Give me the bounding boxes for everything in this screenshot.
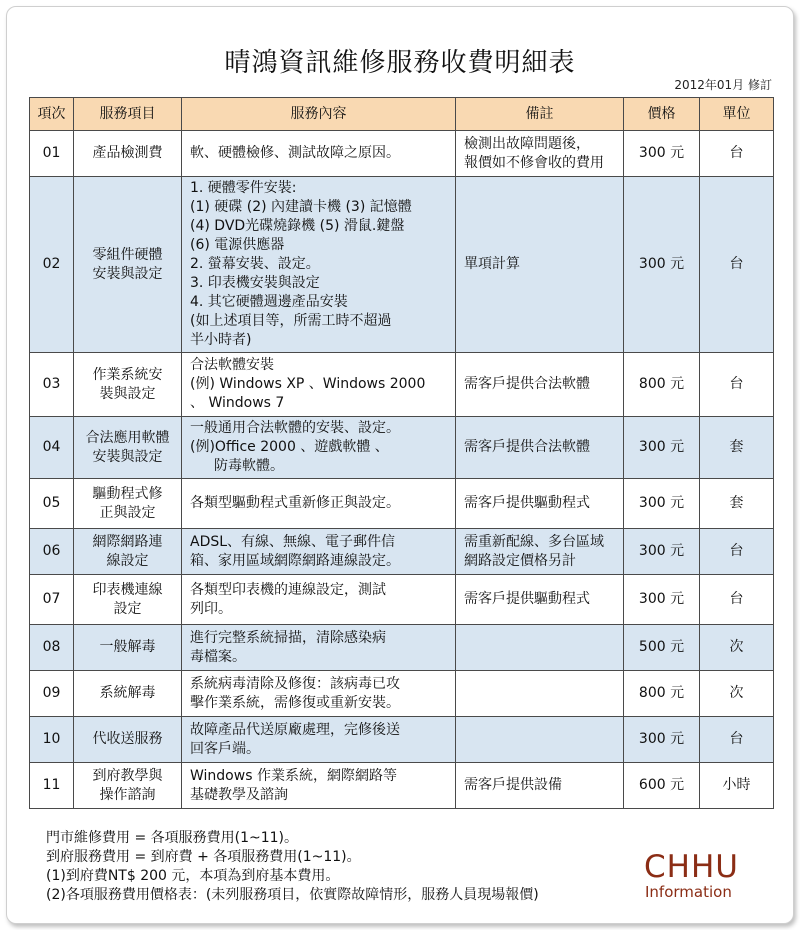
cell-note bbox=[456, 177, 624, 353]
cell-content-line: 基礎教學及諮詢 bbox=[190, 786, 288, 803]
cell-item-no: 05 bbox=[30, 479, 74, 529]
cell-note bbox=[456, 717, 624, 763]
cell-note-line: 檢測出故障問題後， bbox=[464, 135, 590, 152]
cell-note-line: 需客戶提供設備 bbox=[464, 777, 562, 793]
cell-unit: 台 bbox=[700, 717, 774, 763]
cell-service-line: 線設定 bbox=[106, 552, 149, 569]
cell-unit: 台 bbox=[700, 529, 774, 575]
cell-content-line: 擊作業系統，需修復或重新安裝。 bbox=[190, 694, 400, 711]
cell-price: 300 元 bbox=[624, 529, 700, 575]
cell-price: 300 元 bbox=[624, 177, 700, 353]
cell-note bbox=[456, 529, 624, 575]
cell-service-line: 作業系統安 bbox=[92, 366, 163, 383]
cell-unit: 台 bbox=[700, 131, 774, 177]
header-unit: 單位 bbox=[700, 98, 774, 131]
cell-content bbox=[182, 717, 456, 763]
cell-service-line: 產品檢測費 bbox=[92, 145, 163, 161]
table-row bbox=[30, 529, 774, 575]
cell-content-line: 各類型印表機的連線設定，測試 bbox=[190, 581, 386, 598]
cell-note bbox=[456, 575, 624, 625]
cell-content-line: (1) 硬碟 (2) 內建讀卡機 (3) 記憶體 bbox=[190, 199, 412, 215]
cell-content-line: (例) Windows XP 、Windows 2000 bbox=[190, 376, 426, 392]
cell-note bbox=[456, 353, 624, 417]
table-row bbox=[30, 717, 774, 763]
page-title: 晴鴻資訊維修服務收費明細表 bbox=[224, 48, 576, 78]
table-row bbox=[30, 417, 774, 479]
cell-item-no: 01 bbox=[30, 131, 74, 177]
cell-note bbox=[456, 479, 624, 529]
cell-unit: 台 bbox=[700, 353, 774, 417]
cell-content-line: (6) 電源供應器 bbox=[190, 237, 285, 253]
cell-content-line: 進行完整系統掃描，清除感染病 bbox=[190, 629, 386, 646]
cell-content bbox=[182, 529, 456, 575]
cell-service bbox=[74, 529, 182, 575]
table-row bbox=[30, 353, 774, 417]
cell-note-line: 需客戶提供合法軟體 bbox=[464, 439, 590, 455]
cell-service-line: 系統解毒 bbox=[99, 685, 156, 701]
cell-content-line: 箱、家用區域網際網路連線設定。 bbox=[190, 552, 400, 569]
company-logo bbox=[644, 849, 739, 901]
cell-note-line: 單項計算 bbox=[464, 256, 520, 272]
table-row bbox=[30, 763, 774, 809]
header-note: 備註 bbox=[456, 98, 624, 131]
cell-content-line: 半小時者) bbox=[190, 332, 252, 348]
cell-content bbox=[182, 353, 456, 417]
cell-service bbox=[74, 625, 182, 671]
header-price: 價格 bbox=[624, 98, 700, 131]
logo-subtitle: Information bbox=[645, 883, 732, 901]
table-row bbox=[30, 625, 774, 671]
table-row bbox=[30, 479, 774, 529]
cell-item-no: 04 bbox=[30, 417, 74, 479]
cell-price: 500 元 bbox=[624, 625, 700, 671]
cell-service-line: 正與設定 bbox=[99, 504, 156, 521]
cell-service-line: 安裝與設定 bbox=[92, 265, 163, 282]
note-line: 到府服務費用 = 到府費 + 各項服務費用(1~11)。 bbox=[46, 849, 361, 865]
header-no: 項次 bbox=[30, 98, 74, 131]
cell-service-line: 代收送服務 bbox=[92, 731, 163, 747]
header-content: 服務內容 bbox=[182, 98, 456, 131]
cell-note-line: 需客戶提供驅動程式 bbox=[464, 495, 590, 511]
cell-content bbox=[182, 417, 456, 479]
cell-note bbox=[456, 763, 624, 809]
cell-unit: 次 bbox=[700, 625, 774, 671]
cell-item-no: 10 bbox=[30, 717, 74, 763]
cell-content-line: (如上述項目等，所需工時不超過 bbox=[190, 313, 392, 329]
cell-note-line: 報價如不修會收的費用 bbox=[464, 154, 604, 171]
cell-price: 800 元 bbox=[624, 353, 700, 417]
cell-content-line: 防毒軟體。 bbox=[214, 458, 284, 474]
cell-service-line: 一般解毒 bbox=[99, 639, 156, 655]
cell-note-line: 需客戶提供合法軟體 bbox=[464, 376, 590, 392]
footer-notes bbox=[46, 829, 539, 905]
cell-service-line: 網際網路連 bbox=[92, 533, 163, 550]
note-line: (2)各項服務費用價格表：(未列服務項目，依實際故障情形，服務人員現場報價) bbox=[46, 887, 539, 903]
cell-content bbox=[182, 575, 456, 625]
cell-price: 800 元 bbox=[624, 671, 700, 717]
cell-service-line: 設定 bbox=[113, 600, 142, 617]
cell-content-line: 2. 螢幕安裝、設定。 bbox=[190, 256, 320, 272]
cell-service-line: 操作諮詢 bbox=[99, 786, 156, 803]
cell-note-line: 需重新配線、多台區域 bbox=[464, 533, 604, 550]
cell-item-no: 06 bbox=[30, 529, 74, 575]
cell-content-line: 毒檔案。 bbox=[190, 648, 246, 665]
table-row bbox=[30, 177, 774, 353]
table-header-row bbox=[30, 98, 774, 131]
price-table bbox=[29, 97, 774, 809]
cell-item-no: 08 bbox=[30, 625, 74, 671]
cell-service bbox=[74, 717, 182, 763]
cell-content-line: 3. 印表機安裝與設定 bbox=[190, 275, 320, 291]
cell-price: 300 元 bbox=[624, 131, 700, 177]
cell-content-line: ADSL、有線、無線、電子郵件信 bbox=[190, 533, 396, 550]
cell-service bbox=[74, 131, 182, 177]
header-service: 服務項目 bbox=[74, 98, 182, 131]
cell-item-no: 11 bbox=[30, 763, 74, 809]
cell-content-line: 合法軟體安裝 bbox=[190, 357, 274, 373]
cell-service-line: 驅動程式修 bbox=[92, 485, 163, 502]
cell-item-no: 02 bbox=[30, 177, 74, 353]
cell-item-no: 09 bbox=[30, 671, 74, 717]
cell-price: 600 元 bbox=[624, 763, 700, 809]
cell-content bbox=[182, 177, 456, 353]
cell-service bbox=[74, 177, 182, 353]
table-row bbox=[30, 671, 774, 717]
table-row bbox=[30, 131, 774, 177]
cell-note-line: 網路設定價格另計 bbox=[464, 552, 576, 569]
cell-content bbox=[182, 625, 456, 671]
cell-service-line: 合法應用軟體 bbox=[85, 429, 170, 446]
cell-content-line: 1. 硬體零件安裝: bbox=[190, 180, 297, 196]
cell-content bbox=[182, 671, 456, 717]
cell-content-line: 回客戶端。 bbox=[190, 740, 260, 757]
cell-price: 300 元 bbox=[624, 575, 700, 625]
cell-price: 300 元 bbox=[624, 717, 700, 763]
cell-service-line: 到府教學與 bbox=[92, 767, 163, 784]
cell-unit: 套 bbox=[700, 417, 774, 479]
logo-wordmark: CHHU bbox=[644, 849, 739, 885]
cell-unit: 套 bbox=[700, 479, 774, 529]
table-row bbox=[30, 575, 774, 625]
cell-content-line: 故障產品代送原廠處理，完修後送 bbox=[190, 721, 400, 738]
cell-item-no: 03 bbox=[30, 353, 74, 417]
cell-service-line: 印表機連線 bbox=[92, 581, 163, 598]
cell-service-line: 零組件硬體 bbox=[92, 246, 163, 263]
revision-date: 2012年01月 修訂 bbox=[674, 78, 772, 92]
cell-content-line: 系統病毒清除及修復：該病毒已攻 bbox=[190, 675, 400, 692]
cell-note bbox=[456, 671, 624, 717]
cell-content-line: Windows 作業系統，網際網路等 bbox=[190, 767, 397, 784]
cell-unit: 次 bbox=[700, 671, 774, 717]
cell-unit: 台 bbox=[700, 575, 774, 625]
cell-content-line: 一般通用合法軟體的安裝、設定。 bbox=[190, 420, 400, 436]
cell-content-line: (例)Office 2000 、遊戲軟體 、 bbox=[190, 439, 389, 455]
cell-content-line: 各類型驅動程式重新修正與設定。 bbox=[190, 495, 400, 511]
cell-price: 300 元 bbox=[624, 479, 700, 529]
cell-content bbox=[182, 131, 456, 177]
cell-service bbox=[74, 763, 182, 809]
cell-unit: 小時 bbox=[700, 763, 774, 809]
cell-content bbox=[182, 763, 456, 809]
cell-note bbox=[456, 625, 624, 671]
cell-content-line: 軟、硬體檢修、測試故障之原因。 bbox=[190, 145, 400, 161]
cell-item-no: 07 bbox=[30, 575, 74, 625]
note-line: (1)到府費NT$ 200 元，本項為到府基本費用。 bbox=[46, 868, 340, 884]
cell-service bbox=[74, 671, 182, 717]
cell-service bbox=[74, 417, 182, 479]
cell-content-line: 4. 其它硬體週邊產品安裝 bbox=[190, 294, 348, 310]
cell-service-line: 裝與設定 bbox=[99, 385, 156, 402]
cell-note-line: 需客戶提供驅動程式 bbox=[464, 591, 590, 607]
cell-content bbox=[182, 479, 456, 529]
note-line: 門市維修費用 = 各項服務費用(1~11)。 bbox=[46, 830, 299, 846]
cell-service bbox=[74, 353, 182, 417]
cell-service bbox=[74, 575, 182, 625]
cell-service-line: 安裝與設定 bbox=[92, 448, 163, 465]
cell-unit: 台 bbox=[700, 177, 774, 353]
cell-content-line: 、 Windows 7 bbox=[190, 395, 285, 411]
cell-note bbox=[456, 417, 624, 479]
cell-service bbox=[74, 479, 182, 529]
cell-price: 300 元 bbox=[624, 417, 700, 479]
cell-note bbox=[456, 131, 624, 177]
cell-content-line: 列印。 bbox=[190, 600, 232, 617]
cell-content-line: (4) DVD光碟燒錄機 (5) 滑鼠.鍵盤 bbox=[190, 218, 405, 234]
